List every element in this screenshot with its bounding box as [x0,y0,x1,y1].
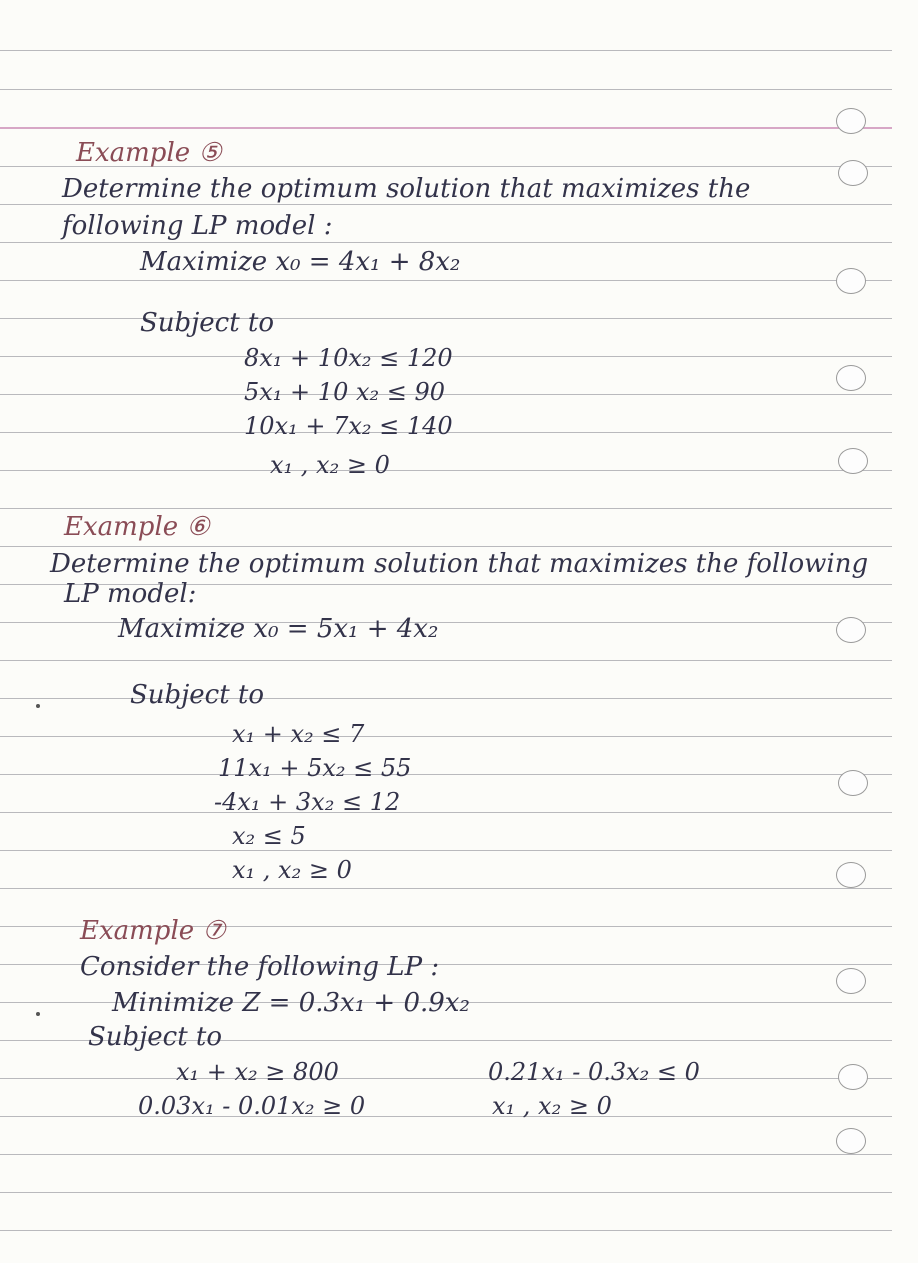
margin-dot [36,704,40,708]
ruled-line [0,50,892,51]
example-5-constraint: 10x₁ + 7x₂ ≤ 140 [244,412,453,440]
punch-hole [838,160,868,186]
ruled-line [0,660,892,661]
ruled-line [0,888,892,889]
punch-hole [836,365,866,391]
example-7-heading: Example ⑦ [80,916,226,946]
ruled-line [0,204,892,205]
ruled-line [0,546,892,547]
example-7-subject-to: Subject to [88,1022,223,1052]
example-6-objective: Maximize x₀ = 5x₁ + 4x₂ [118,614,439,644]
ruled-line [0,89,892,90]
punch-hole [838,1064,868,1090]
example-6-intro-line2: LP model: [64,579,197,609]
example-7-intro-line1: Consider the following LP : [80,952,440,982]
ruled-line [0,736,892,737]
example-6-constraint: x₁ + x₂ ≤ 7 [232,720,365,748]
example-5-constraint: 8x₁ + 10x₂ ≤ 120 [244,344,453,372]
ruled-line [0,774,892,775]
example-6-constraint: x₁ , x₂ ≥ 0 [232,856,352,884]
ruled-line [0,850,892,851]
ruled-line [0,812,892,813]
example-7-constraint-left: 0.03x₁ - 0.01x₂ ≥ 0 [138,1092,366,1120]
example-6-constraint: -4x₁ + 3x₂ ≤ 12 [214,788,401,816]
ruled-line [0,1078,892,1079]
punch-hole [836,268,866,294]
ruled-line [0,1116,892,1117]
ruled-line [0,508,892,509]
ruled-line [0,394,892,395]
example-6-intro-line1: Determine the optimum solution that maximizes the following [50,549,869,579]
punch-hole [836,862,866,888]
ruled-line [0,280,892,281]
ruled-line [0,242,892,243]
example-5-subject-to: Subject to [140,308,275,338]
example-6-heading: Example ⑥ [64,512,210,542]
example-6-constraint: 11x₁ + 5x₂ ≤ 55 [218,754,412,782]
punch-hole [836,617,866,643]
example-7-constraint-left: x₁ + x₂ ≥ 800 [176,1058,339,1086]
example-5-constraint: 5x₁ + 10 x₂ ≤ 90 [244,378,446,406]
punch-hole [838,448,868,474]
margin-line [0,127,892,129]
ruled-line [0,1192,892,1193]
example-6-constraint: x₂ ≤ 5 [232,822,306,850]
example-7-constraint-right: 0.21x₁ - 0.3x₂ ≤ 0 [488,1058,700,1086]
ruled-line [0,318,892,319]
example-5-constraint: x₁ , x₂ ≥ 0 [270,451,390,479]
margin-dot [36,1012,40,1016]
punch-hole [836,108,866,134]
example-5-heading: Example ⑤ [76,138,222,168]
punch-hole [836,1128,866,1154]
example-5-objective: Maximize x₀ = 4x₁ + 8x₂ [140,247,461,277]
example-5-intro-line1: Determine the optimum solution that maximizes the [62,174,751,204]
example-6-subject-to: Subject to [130,680,265,710]
ruled-line [0,470,892,471]
example-7-constraint-right: x₁ , x₂ ≥ 0 [492,1092,612,1120]
ruled-line [0,1154,892,1155]
punch-hole [838,770,868,796]
punch-hole [836,968,866,994]
example-5-intro-line2: following LP model : [62,211,333,241]
example-7-objective: Minimize Z = 0.3x₁ + 0.9x₂ [112,988,470,1018]
ruled-line [0,1230,892,1231]
